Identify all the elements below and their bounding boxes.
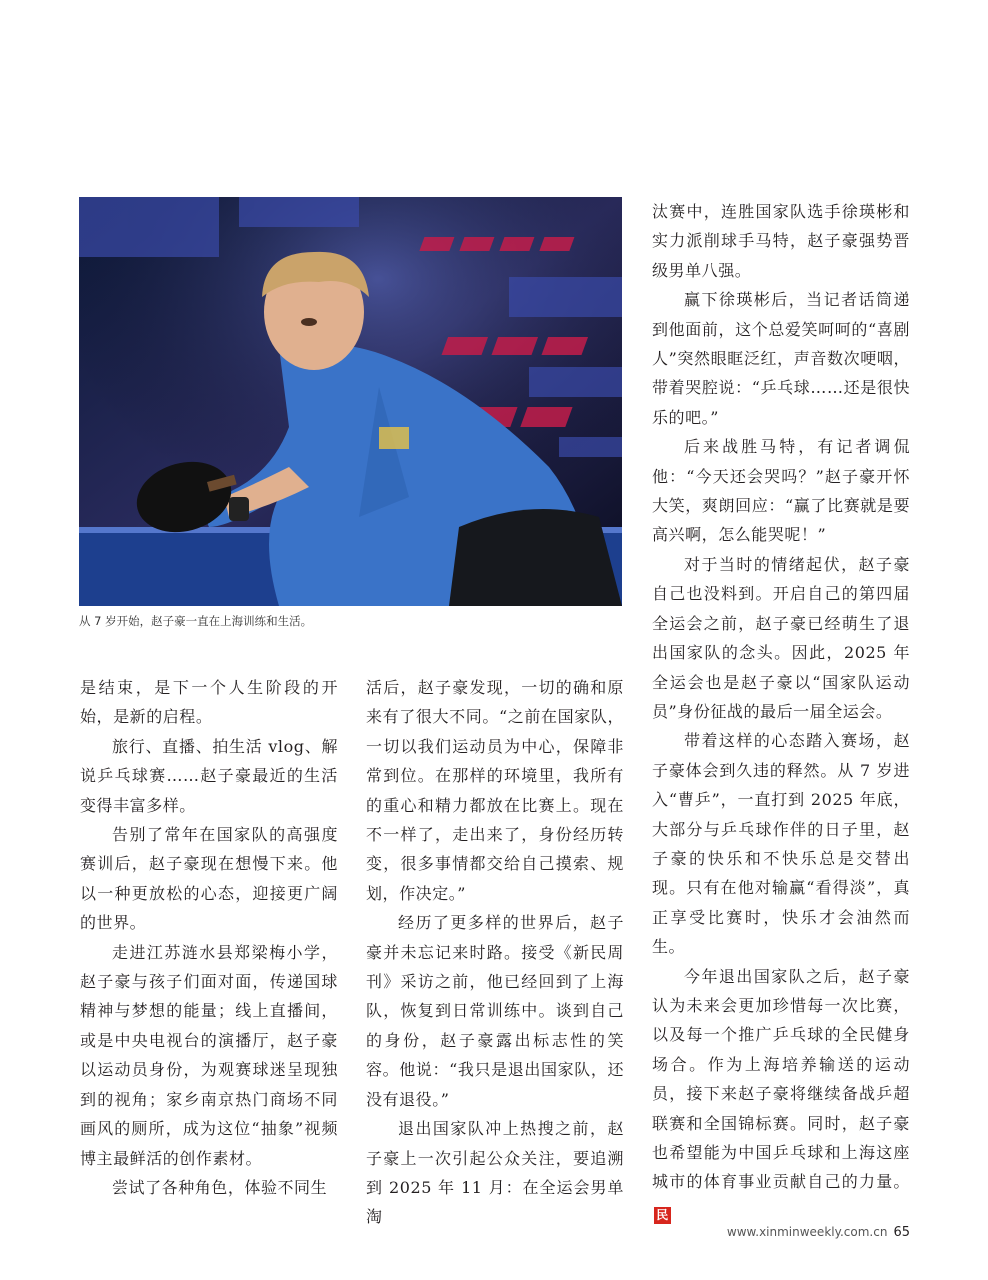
photo-illustration bbox=[79, 197, 622, 606]
paragraph: 带着这样的心态踏入赛场，赵子豪体会到久违的释然。从 7 岁进入“曹乒”，一直打到 2025 年底，大部分与乒乓球作伴的日子里，赵子豪的快乐和不快乐总是交替出现。只有在他对输赢“看得淡”，真正享受比赛时，快乐才会油然而生。 bbox=[652, 731, 910, 957]
footer-url: www.xinminweekly.com.cn bbox=[726, 1225, 888, 1239]
page-number: 65 bbox=[893, 1225, 910, 1240]
paragraph: 经历了更多样的世界后，赵子豪并未忘记来时路。接受《新民周刊》采访之前，他已经回到了上海队，恢复到日常训练中。谈到自己的身份，赵子豪露出标志性的笑容。他说：“我只是退出国家队，还没有退役。” bbox=[366, 913, 624, 1109]
paragraph: 尝试了各种角色，体验不同生 bbox=[112, 1177, 328, 1197]
article-column-3 bbox=[652, 197, 910, 1226]
paragraph: 旅行、直播、拍生活 vlog、解说乒乓球赛……赵子豪最近的生活变得丰富多样。 bbox=[80, 736, 338, 815]
photo-caption: 从 7 岁开始，赵子豪一直在上海训练和生活。 bbox=[79, 614, 313, 628]
article-column-1 bbox=[80, 673, 338, 1202]
article-column-2 bbox=[366, 673, 624, 1232]
paragraph: 退出国家队冲上热搜之前，赵子豪上一次引起公众关注，要追溯到 2025 年 11 月：在全运会男单淘 bbox=[366, 1119, 624, 1227]
paragraph: 告别了常年在国家队的高强度赛训后，赵子豪现在想慢下来。他以一种更放松的心态，迎接更广阔的世界。 bbox=[80, 825, 338, 933]
table-tennis-player-photo bbox=[79, 197, 622, 606]
final-paragraph-text: 今年退出国家队之后，赵子豪认为未来会更加珍惜每一次比赛，以及每一个推广乒乓球的全民健身场合。作为上海培养输送的运动员，接下来赵子豪将继续备战乒超联赛和全国锦标赛。同时，赵子豪也希望能为中国乒乓球和上海这座城市的体育事业贡献自己的力量。 bbox=[652, 966, 910, 1192]
paragraph: 汰赛中，连胜国家队选手徐瑛彬和实力派削球手马特，赵子豪强势晋级男单八强。 bbox=[652, 202, 910, 280]
paragraph: 后来战胜马特，有记者调侃他：“今天还会哭吗？”赵子豪开怀大笑，爽朗回应：“赢了比赛就是要高兴啊，怎么能哭呢！” bbox=[652, 437, 910, 545]
paragraph: 对于当时的情绪起伏，赵子豪自己也没料到。开启自己的第四届全运会之前，赵子豪已经萌生了退出国家队的念头。因此，2025 年全运会也是赵子豪以“国家队运动员”身份征战的最后一届全运会。 bbox=[652, 554, 910, 721]
end-mark-icon: 民 bbox=[654, 1207, 671, 1224]
paragraph: 走进江苏涟水县郑梁梅小学，赵子豪与孩子们面对面，传递国球精神与梦想的能量；线上直播间，或是中央电视台的演播厅，赵子豪以运动员身份，为观赛球迷呈现独到的视角；家乡南京热门商场不同画风的厕所，成为这位“抽象”视频博主最鲜活的创作素材。 bbox=[80, 942, 338, 1168]
paragraph-final bbox=[652, 962, 910, 1227]
page-footer bbox=[720, 1225, 910, 1240]
paragraph: 是结束，是下一个人生阶段的开始，是新的启程。 bbox=[80, 678, 338, 727]
paragraph: 活后，赵子豪发现，一切的确和原来有了很大不同。“之前在国家队，一切以我们运动员为中心，保障非常到位。在那样的环境里，我所有的重心和精力都放在比赛上。现在不一样了，走出来了，身份经历转变，很多事情都交给自己摸索、规划，作决定。” bbox=[366, 678, 624, 903]
paragraph: 赢下徐瑛彬后，当记者话筒递到他面前，这个总爱笑呵呵的“喜剧人”突然眼眶泛红，声音数次哽咽，带着哭腔说：“乒乓球……还是很快乐的吧。” bbox=[652, 290, 910, 427]
